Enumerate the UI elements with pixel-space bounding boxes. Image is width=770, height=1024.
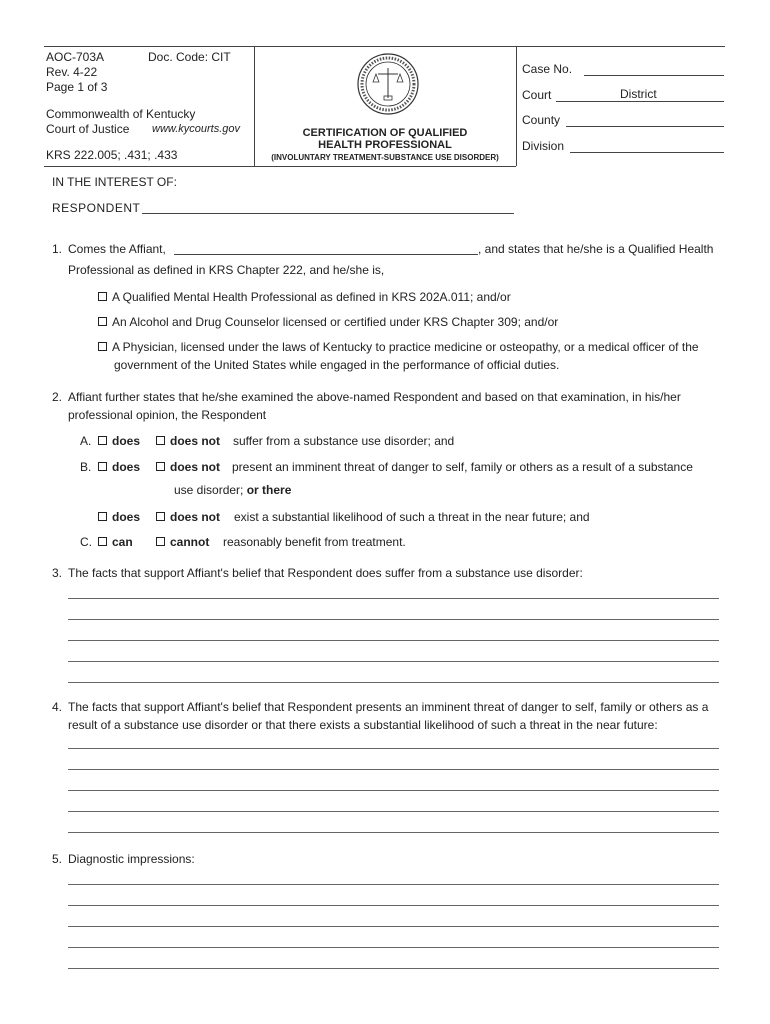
checkbox-b-does-not[interactable]: [156, 462, 165, 471]
a-does-not-label: does not: [170, 434, 220, 448]
b2-does-label: does: [112, 510, 141, 524]
b2-does-not-label: does not: [170, 510, 220, 524]
section1-line2: Professional as defined in KRS Chapter 222, and he/she is,: [68, 263, 385, 277]
option-physician-line2: government of the United States while engaged in the performance of official duties.: [114, 358, 560, 372]
section1-states: , and states that he/she is a Qualified Health: [478, 242, 714, 256]
checkbox-a-does[interactable]: [98, 436, 107, 445]
section2-number: 2.: [52, 390, 63, 404]
case-label: Case No.: [522, 62, 573, 76]
section3-writing-line[interactable]: [68, 598, 719, 599]
section5-writing-line[interactable]: [68, 884, 719, 885]
section4-writing-line[interactable]: [68, 811, 719, 812]
court-field[interactable]: [556, 101, 724, 102]
form-title-line2: HEALTH PROFESSIONAL: [318, 139, 452, 151]
section3-writing-line[interactable]: [68, 640, 719, 641]
item-b2-does: [98, 510, 140, 524]
section3-writing-line[interactable]: [68, 682, 719, 683]
option-counselor-label: An Alcohol and Drug Counselor licensed or certified under KRS Chapter 309; and/or: [112, 315, 559, 329]
division-field[interactable]: [570, 152, 724, 153]
option-qmhp: [98, 290, 511, 304]
section3-writing-line[interactable]: [68, 661, 719, 662]
item-b-does-not: [156, 460, 220, 474]
item-b-does: [98, 460, 140, 474]
page-indicator: Page 1 of 3: [46, 80, 108, 94]
form-title-line1: CERTIFICATION OF QUALIFIED: [302, 127, 468, 139]
item-b2-text: exist a substantial likelihood of such a threat in the near future; and: [234, 510, 590, 524]
checkbox-b-does[interactable]: [98, 462, 107, 471]
checkbox-a-does-not[interactable]: [156, 436, 165, 445]
c-cannot-label: cannot: [170, 535, 210, 549]
item-b-label: B.: [80, 460, 92, 474]
section2-line1: Affiant further states that he/she examined the above-named Respondent and based on that examination, in his/her: [68, 390, 681, 404]
checkbox-c-cannot[interactable]: [156, 537, 165, 546]
court-label: Court: [522, 88, 552, 102]
website-link[interactable]: www.kycourts.gov: [152, 123, 241, 135]
court-value: District: [620, 87, 657, 101]
division-label: Division: [522, 139, 565, 153]
section3-number: 3.: [52, 566, 63, 580]
section5-writing-line[interactable]: [68, 947, 719, 948]
section5-text: Diagnostic impressions:: [68, 852, 195, 866]
item-a-does: [98, 434, 140, 448]
section4-writing-line[interactable]: [68, 748, 719, 749]
section4-line2: result of a substance use disorder or that there exists a substantial likelihood of such a threat in the near future:: [68, 718, 658, 732]
section4-number: 4.: [52, 700, 63, 714]
checkbox-c-can[interactable]: [98, 537, 107, 546]
section2-line2: professional opinion, the Respondent: [68, 408, 267, 422]
c-can-label: can: [112, 535, 133, 549]
form-number: AOC-703A: [46, 50, 105, 64]
section4-writing-line[interactable]: [68, 769, 719, 770]
seal-icon: [356, 52, 420, 116]
item-b-text: present an imminent threat of danger to self, family or others as a result of a substance: [232, 460, 693, 474]
form-subtitle: (INVOLUNTARY TREATMENT-SUBSTANCE USE DISORDER): [271, 153, 499, 162]
doc-code: Doc. Code: CIT: [148, 50, 231, 64]
section5-writing-line[interactable]: [68, 968, 719, 969]
or-there: or there: [246, 483, 292, 497]
section4-line1: The facts that support Affiant's belief that Respondent presents an imminent threat of danger to self, family or others as a: [68, 700, 709, 714]
section3-writing-line[interactable]: [68, 619, 719, 620]
a-does-label: does: [112, 434, 141, 448]
item-a-text: suffer from a substance use disorder; and: [233, 434, 455, 448]
revision: Rev. 4-22: [46, 65, 98, 79]
item-c-text: reasonably benefit from treatment.: [223, 535, 406, 549]
checkbox-b2-does[interactable]: [98, 512, 107, 521]
respondent-field[interactable]: [142, 213, 514, 214]
state-name: Commonwealth of Kentucky: [46, 107, 196, 121]
checkbox-physician[interactable]: [98, 342, 107, 351]
section5-writing-line[interactable]: [68, 905, 719, 906]
county-field[interactable]: [566, 126, 724, 127]
item-c-can: [98, 535, 133, 549]
section5-number: 5.: [52, 852, 63, 866]
section1-number: 1.: [52, 242, 63, 256]
statutes: KRS 222.005; .431; .433: [46, 148, 178, 162]
in-the-interest-of: IN THE INTEREST OF:: [52, 175, 177, 189]
section4-writing-line[interactable]: [68, 790, 719, 791]
section4-writing-line[interactable]: [68, 832, 719, 833]
county-label: County: [522, 113, 561, 127]
item-a-does-not: [156, 434, 220, 448]
b-does-label: does: [112, 460, 141, 474]
section3-text: The facts that support Affiant's belief that Respondent does suffer from a substance use disorder:: [68, 566, 583, 580]
option-physician: [98, 340, 699, 354]
case-number-field[interactable]: [584, 75, 724, 76]
b-text2: use disorder;: [174, 483, 244, 497]
option-counselor: [98, 315, 558, 329]
item-c-label: C.: [80, 535, 92, 549]
court-name: Court of Justice: [46, 122, 130, 136]
checkbox-b2-does-not[interactable]: [156, 512, 165, 521]
option-physician-label: A Physician, licensed under the laws of Kentucky to practice medicine or osteopathy, or a medical officer of the: [112, 340, 699, 354]
checkbox-counselor[interactable]: [98, 317, 107, 326]
header-bottom-rule: [44, 166, 516, 167]
item-b2-does-not: [156, 510, 220, 524]
respondent-label: RESPONDENT: [52, 201, 141, 215]
checkbox-qmhp[interactable]: [98, 292, 107, 301]
option-qmhp-label: A Qualified Mental Health Professional as defined in KRS 202A.011; and/or: [112, 290, 511, 304]
header-divider-right: [516, 46, 517, 166]
item-c-cannot: [156, 535, 209, 549]
affiant-name-field[interactable]: [174, 254, 478, 255]
section5-writing-line[interactable]: [68, 926, 719, 927]
b-does-not-label: does not: [170, 460, 220, 474]
item-a-label: A.: [80, 434, 92, 448]
item-b-text2: [174, 483, 291, 497]
header-top-rule: [44, 46, 725, 47]
section1-comes: Comes the Affiant,: [68, 242, 166, 256]
